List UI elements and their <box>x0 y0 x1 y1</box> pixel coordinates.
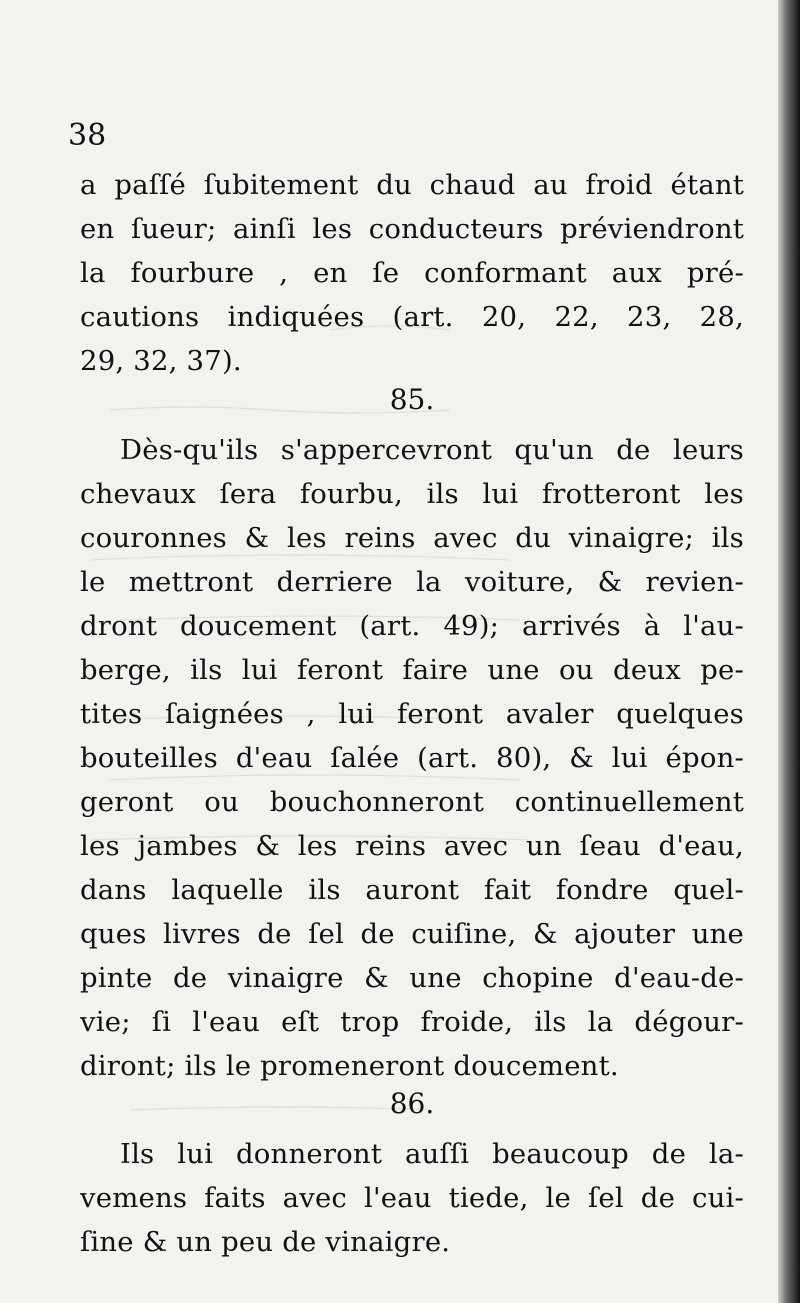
text-line: en ſueur; ainſi les conducteurs préviendront <box>80 213 744 245</box>
section-number-85: 85. <box>389 383 435 416</box>
text-line: bouteilles d'eau ſalée (art. 80), & lui épon- <box>80 742 744 774</box>
text-line: dans laquelle ils auront fait fondre quel- <box>80 874 744 906</box>
text-line: 29, 32, 37). <box>80 345 242 377</box>
text-line: vie; ſi l'eau eſt trop froide, ils la dégour- <box>80 1006 744 1038</box>
text-line: pinte de vinaigre & une chopine d'eau-de- <box>80 962 744 994</box>
page-number: 38 <box>68 118 107 153</box>
text-line: a paſſé ſubitement du chaud au froid étant <box>80 169 744 201</box>
text-line: la fourbure , en ſe conformant aux pré- <box>80 257 744 289</box>
text-line: couronnes & les reins avec du vinaigre; ils <box>80 522 744 554</box>
text-line: geront ou bouchonneront continuellement <box>80 786 744 818</box>
text-line: Dès-qu'ils s'appercevront qu'un de leurs <box>120 434 744 466</box>
text-line: ques livres de ſel de cuiſine, & ajouter une <box>80 918 744 950</box>
text-line: Ils lui donneront auſſi beaucoup de la- <box>120 1138 744 1170</box>
text-line: dront doucement (art. 49); arrivés à l'au- <box>80 610 744 642</box>
section-number-86: 86. <box>389 1087 435 1120</box>
text-line: diront; ils le promeneront doucement. <box>80 1050 619 1082</box>
text-line: chevaux ſera fourbu, ils lui frotteront les <box>80 478 744 510</box>
text-line: cautions indiquées (art. 20, 22, 23, 28, <box>80 301 744 333</box>
text-line: ſine & un peu de vinaigre. <box>80 1226 451 1258</box>
book-edge-shadow <box>778 0 800 1303</box>
text-line: tites ſaignées , lui feront avaler quelques <box>80 698 744 730</box>
text-line: le mettront derriere la voiture, & revien- <box>80 566 744 598</box>
text-line: berge, ils lui feront faire une ou deux pe- <box>80 654 744 686</box>
text-line: vemens faits avec l'eau tiede, le ſel de cui- <box>80 1182 744 1214</box>
text-line: les jambes & les reins avec un ſeau d'eau, <box>80 830 744 862</box>
